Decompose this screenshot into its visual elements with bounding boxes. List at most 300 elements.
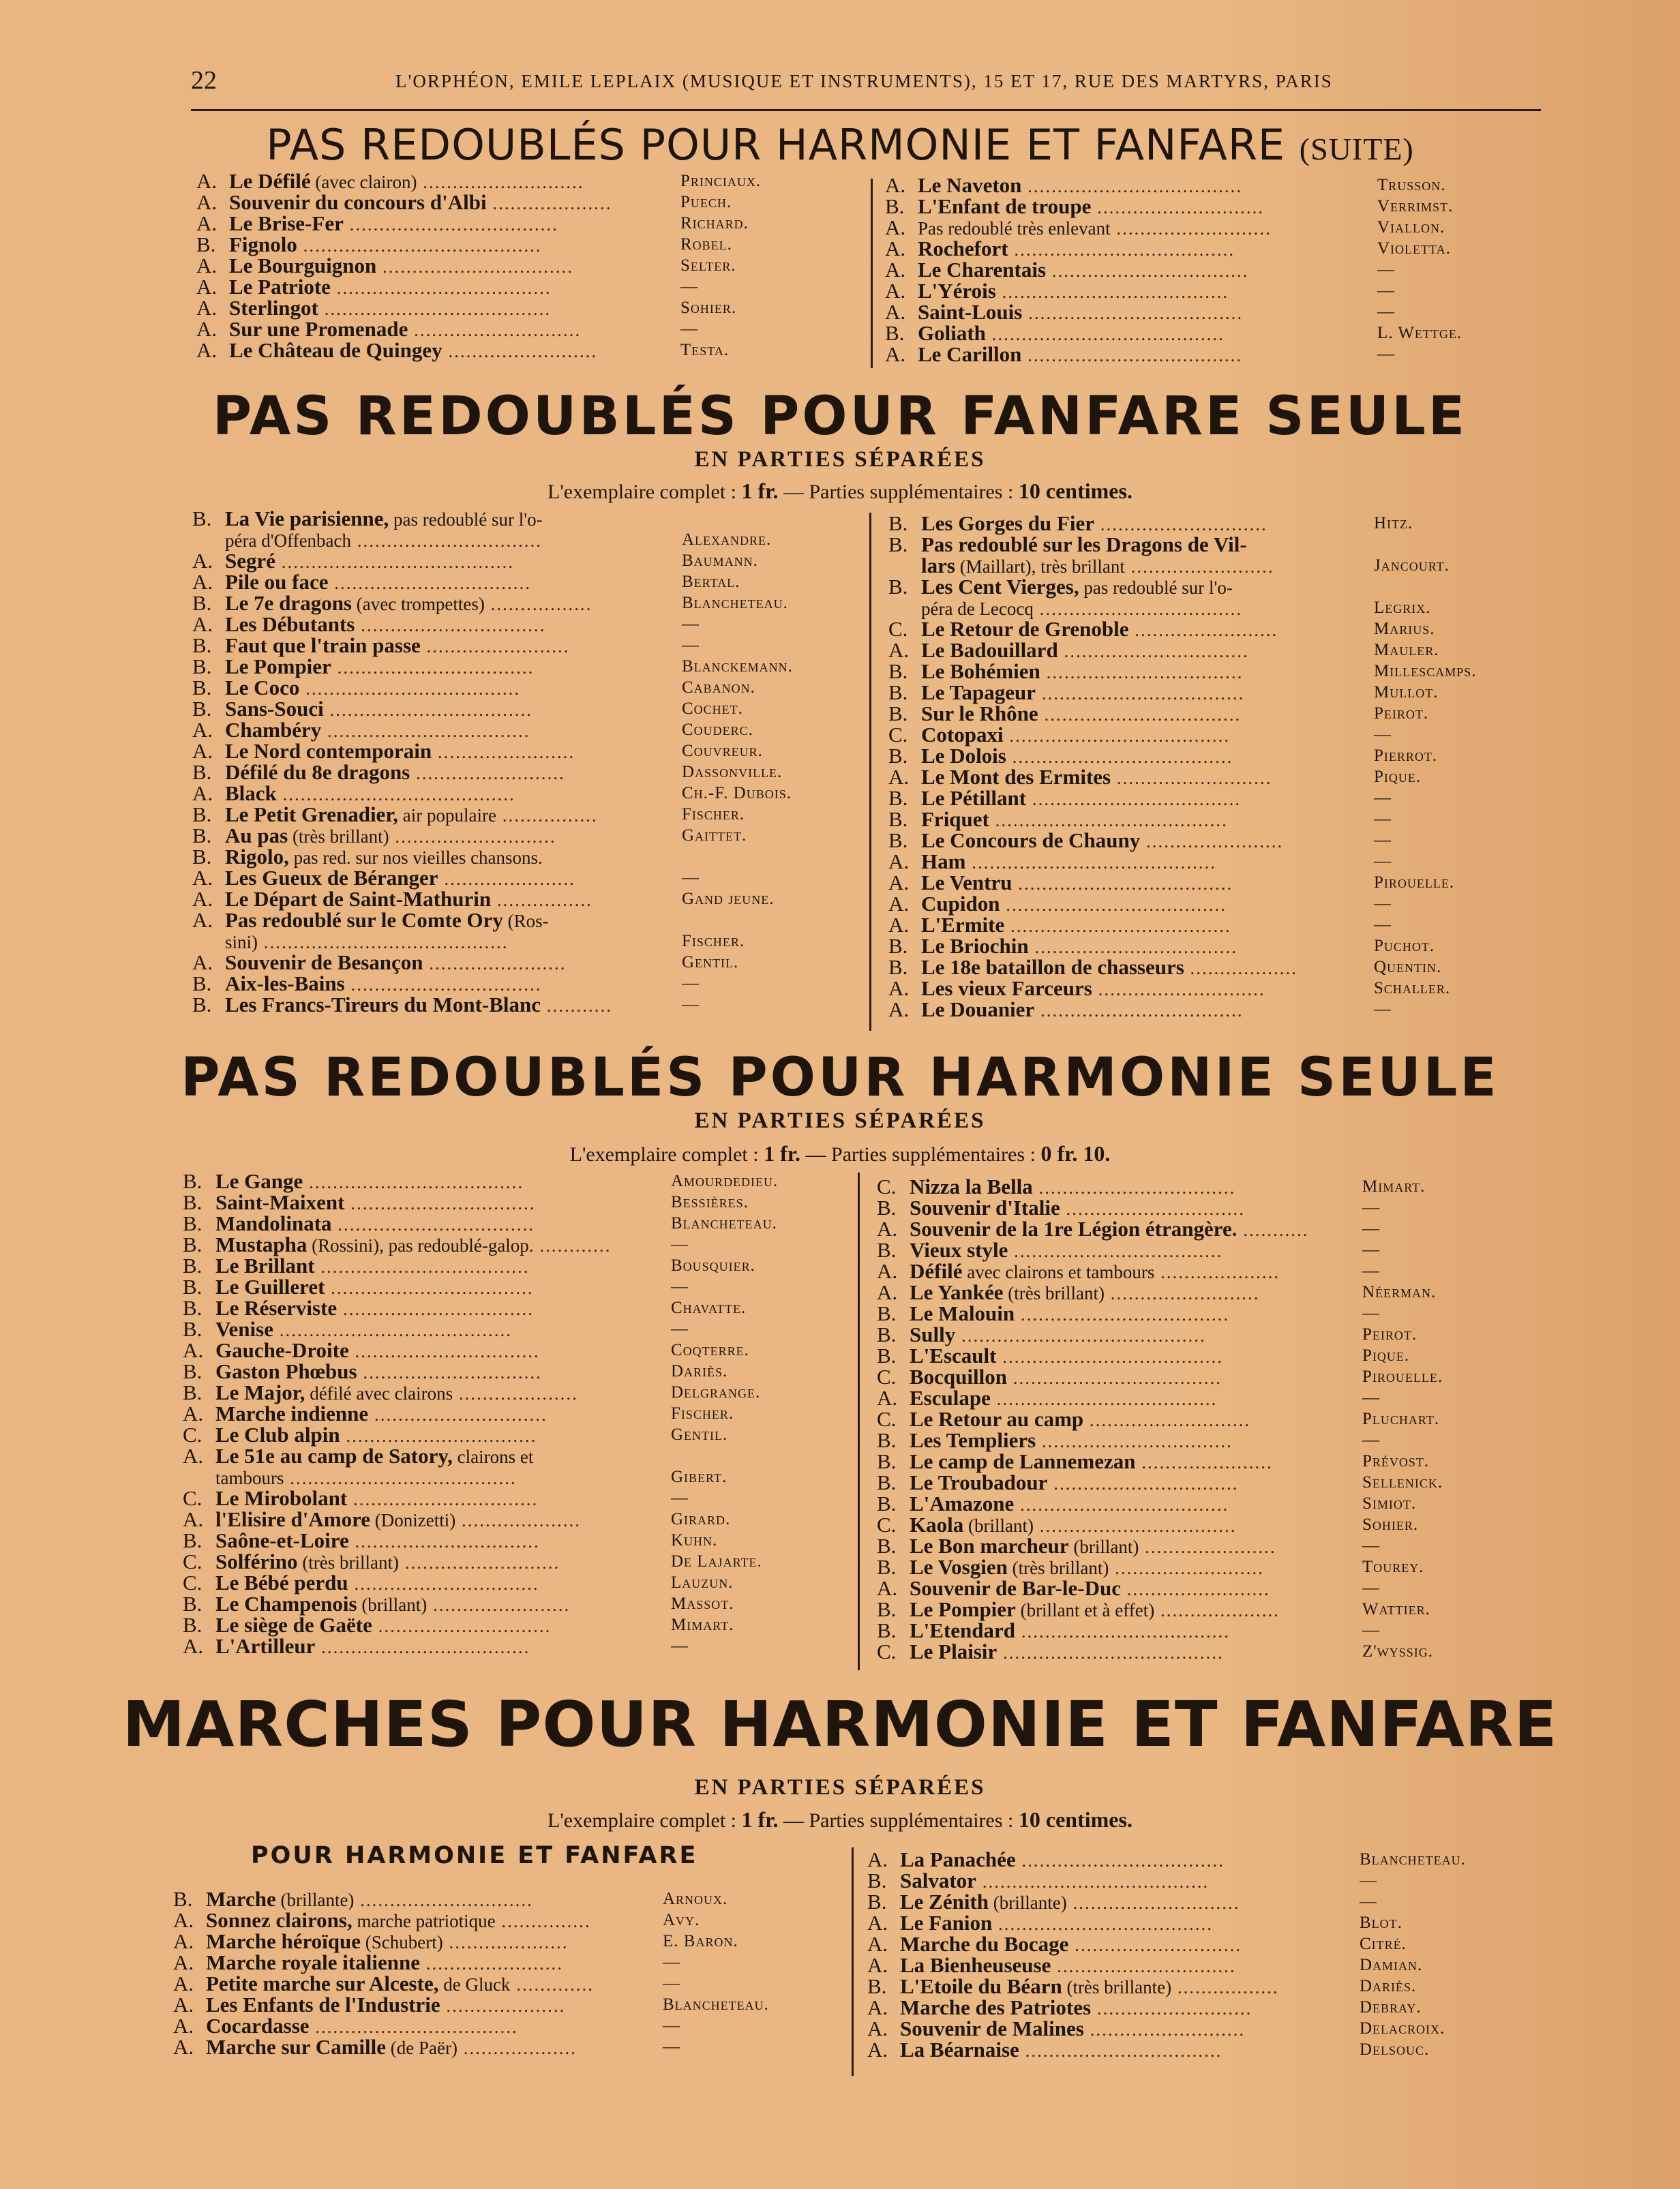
piece-title — [215, 1169, 303, 1193]
list-item — [888, 766, 1536, 787]
grade-label: A. — [867, 1847, 888, 1871]
dot-leader: ............................... — [348, 1573, 539, 1594]
piece-title — [910, 1428, 1036, 1452]
grade-label: C. — [183, 1486, 202, 1510]
piece-name: Marche des Patriotes — [900, 1995, 1092, 2019]
list-item — [867, 1870, 1529, 1891]
composer-name: Marius. — [1374, 620, 1435, 638]
composer-name: Peirot. — [1362, 1325, 1418, 1344]
dot-leader: ...................................... — [976, 1871, 1210, 1892]
piece-name: L'Etendard — [910, 1618, 1016, 1642]
piece-title — [900, 1974, 1171, 1998]
piece-title — [215, 1275, 325, 1299]
composer-name: Mimart. — [671, 1616, 734, 1634]
piece-name: Gauche-Droite — [215, 1338, 349, 1362]
piece-note: pas red. sur nos vieilles chansons. — [288, 847, 543, 868]
dot-leader: ...................................... — [318, 299, 552, 319]
grade-label: C. — [183, 1571, 202, 1595]
piece-title — [206, 1908, 496, 1932]
dot-leader: ........................................ — [297, 235, 542, 256]
section-title-harmonie-seule: PAS REDOUBLÉS POUR HARMONIE SEULE — [181, 1047, 1499, 1108]
grade-label: B. — [192, 824, 212, 847]
grade-label: B. — [183, 1254, 202, 1278]
list-item — [183, 1530, 830, 1551]
composer-name: Jancourt. — [1374, 556, 1450, 575]
grade-label: B. — [192, 591, 212, 615]
dot-leader: .................................. — [309, 2017, 518, 2037]
piece-title — [215, 1233, 534, 1256]
list-item — [196, 276, 851, 297]
piece-name: Sur une Promenade — [229, 317, 408, 341]
piece-name: Défilé — [910, 1259, 963, 1283]
dot-leader: ................. — [484, 594, 592, 614]
grade-label: B. — [877, 1301, 897, 1325]
dot-leader: .................................. — [1028, 937, 1238, 957]
piece-name: Cotopaxi — [921, 723, 1004, 746]
piece-title — [225, 528, 351, 552]
composer-name: Bertal. — [682, 573, 740, 591]
grade-label: A. — [196, 169, 217, 193]
dot-leader: ................ — [491, 890, 592, 910]
piece-name: Les vieux Farceurs — [921, 976, 1092, 1000]
list-item — [888, 745, 1536, 766]
list-item — [888, 851, 1536, 872]
grade-label: A. — [173, 1950, 194, 1974]
grade-label: C. — [877, 1365, 897, 1389]
list-item — [183, 1466, 830, 1488]
dot-leader: ................................. — [328, 573, 532, 593]
piece-title — [215, 1507, 455, 1531]
composer-name: — — [1377, 303, 1395, 321]
piece-name: Marche — [206, 1887, 276, 1911]
piece-name: Saint-Maixent — [215, 1190, 345, 1214]
piece-title — [215, 1423, 340, 1447]
piece-title — [921, 659, 1040, 683]
piece-title — [215, 1528, 349, 1552]
piece-title — [918, 342, 1021, 366]
dot-leader: .................... — [1154, 1262, 1280, 1282]
piece-title — [225, 929, 258, 953]
piece-name: Black — [225, 781, 277, 805]
price-line — [0, 479, 1680, 504]
composer-name: Simiot. — [1362, 1494, 1417, 1513]
dot-leader: ................................... — [1015, 1304, 1230, 1325]
piece-name: Le Réserviste — [215, 1296, 338, 1320]
dot-leader: .................... — [486, 193, 612, 213]
list-item — [888, 978, 1536, 999]
piece-note: air populaire — [397, 805, 496, 826]
piece-title — [225, 908, 549, 932]
composer-name: — — [682, 615, 700, 633]
composer-name: Peirot. — [1374, 704, 1429, 723]
piece-title — [206, 1972, 510, 1995]
piece-name: Le Retour au camp — [910, 1407, 1084, 1431]
list-s4-left — [173, 1888, 821, 2057]
piece-name: Le Tapageur — [921, 680, 1036, 704]
piece-title — [225, 739, 432, 763]
composer-name: Couvreur. — [682, 742, 763, 760]
piece-title — [215, 1571, 348, 1595]
piece-title — [215, 1254, 315, 1278]
piece-note: (brillant et à effet) — [1015, 1600, 1155, 1620]
piece-title — [215, 1613, 372, 1637]
composer-name: — — [663, 2017, 680, 2035]
list-item — [183, 1403, 830, 1424]
list-item — [888, 956, 1536, 978]
dot-leader: ....................................... — [989, 810, 1228, 830]
piece-title — [910, 1597, 1154, 1621]
piece-note: (Schubert) — [361, 1932, 443, 1952]
grade-label: B. — [192, 845, 212, 869]
piece-note: péra de Lecocq — [921, 599, 1034, 619]
piece-title — [910, 1323, 955, 1346]
list-item — [885, 238, 1533, 259]
piece-name: Sans-Souci — [225, 697, 324, 721]
dot-leader: ............................... — [355, 615, 546, 635]
list-s2-left — [192, 508, 833, 1015]
piece-title — [229, 296, 318, 320]
list-item — [877, 1218, 1531, 1239]
list-item — [192, 994, 833, 1015]
piece-title — [921, 976, 1092, 1000]
piece-name: Le Bohémien — [921, 659, 1040, 683]
grade-label: A. — [183, 1634, 204, 1658]
grade-label: B. — [888, 786, 908, 810]
composer-name: Blot. — [1360, 1914, 1402, 1932]
piece-name: Le Douanier — [921, 997, 1035, 1021]
piece-name: Le Pompier — [910, 1597, 1016, 1621]
grade-label: A. — [192, 908, 213, 932]
piece-name: Cupidon — [921, 892, 1000, 916]
piece-title — [921, 913, 1004, 937]
list-item — [173, 2036, 821, 2057]
piece-title — [910, 1301, 1015, 1325]
list-item — [183, 1572, 830, 1593]
piece-note: (très brillante) — [1062, 1977, 1172, 1997]
piece-name: Petite marche sur Alceste, — [206, 1972, 439, 1995]
piece-title — [921, 723, 1004, 746]
list-item — [885, 217, 1533, 238]
piece-name: Cocardasse — [206, 2014, 310, 2038]
grade-label: B. — [192, 802, 212, 826]
dot-leader: ........................... — [1083, 1410, 1251, 1430]
piece-title — [225, 866, 438, 890]
piece-name: Sonnez clairons, — [206, 1908, 352, 1932]
composer-name: — — [682, 974, 700, 993]
grade-label: B. — [877, 1196, 897, 1220]
dot-leader: ........................ — [1124, 556, 1274, 577]
piece-title — [215, 1211, 332, 1235]
list-item — [888, 830, 1536, 851]
list-item — [888, 914, 1536, 935]
piece-title — [918, 237, 1008, 260]
piece-name: Au pas — [225, 824, 288, 847]
grade-label: B. — [867, 1974, 887, 1998]
composer-name: Pique. — [1374, 768, 1422, 786]
composer-name: Baumann. — [682, 552, 758, 570]
piece-title — [225, 697, 324, 721]
grade-label: B. — [877, 1555, 897, 1579]
list-item — [888, 893, 1536, 914]
composer-name: — — [1377, 282, 1395, 300]
grade-label: A. — [192, 887, 213, 911]
list-item — [173, 1973, 821, 1994]
list-item — [192, 550, 833, 571]
composer-name: — — [1362, 1262, 1380, 1280]
list-item — [888, 555, 1536, 576]
list-item — [877, 1430, 1531, 1451]
piece-title — [921, 807, 989, 831]
list-item — [888, 999, 1536, 1020]
list-item — [192, 952, 833, 973]
dot-leader: ........................ — [1128, 620, 1278, 640]
piece-title — [229, 275, 331, 299]
section-title-fanfare-seule: PAS REDOUBLÉS POUR FANFARE SEULE — [212, 386, 1468, 447]
dot-leader: ................................ — [337, 1299, 534, 1319]
composer-name: Gibert. — [671, 1468, 728, 1486]
grade-label: B. — [183, 1528, 202, 1552]
dot-leader: ......................... — [410, 763, 565, 783]
piece-name: Le camp de Lannemezan — [910, 1449, 1136, 1473]
composer-name: Mullot. — [1374, 683, 1439, 701]
list-item — [888, 809, 1536, 830]
composer-name: L. Wettge. — [1377, 324, 1462, 342]
grade-label: B. — [888, 659, 908, 683]
piece-title — [229, 232, 297, 256]
dot-leader: .................................... — [1012, 873, 1233, 894]
grade-label: B. — [183, 1169, 202, 1193]
grade-label: B. — [877, 1618, 897, 1642]
composer-name: Mimart. — [1362, 1177, 1426, 1196]
list-item — [885, 301, 1533, 322]
dot-leader: ................... — [457, 2038, 577, 2058]
dot-leader: ............................ — [1091, 197, 1265, 217]
grade-label: B. — [183, 1380, 202, 1404]
list-item — [877, 1514, 1531, 1535]
piece-title — [921, 786, 1026, 810]
piece-title — [910, 1555, 1109, 1579]
piece-name: Mandolinata — [215, 1211, 332, 1235]
piece-name: Le Badouillard — [921, 638, 1058, 662]
piece-title — [229, 338, 442, 362]
section-subtitle: EN PARTIES SÉPARÉES — [694, 1108, 986, 1133]
piece-name: Le Petit Grenadier, — [225, 802, 398, 826]
column-divider — [852, 1847, 854, 2076]
composer-name: Dariès. — [1360, 1977, 1417, 1995]
composer-name: Blancheteau. — [671, 1214, 777, 1233]
piece-note: (brillante) — [275, 1890, 355, 1910]
piece-title — [910, 1640, 997, 1663]
piece-name: Les Débutants — [225, 612, 355, 636]
composer-name: Princiaux. — [680, 172, 762, 190]
composer-name: — — [1374, 831, 1392, 849]
composer-name: — — [1377, 345, 1395, 363]
dot-leader: ................................. — [1019, 2040, 1222, 2061]
dot-leader: ............................... — [348, 1341, 540, 1361]
piece-title — [921, 680, 1036, 704]
composer-name: — — [671, 1320, 689, 1338]
grade-label: B. — [888, 511, 908, 535]
piece-title — [910, 1365, 1007, 1389]
dot-leader: .......................... — [1083, 2019, 1246, 2040]
list-item — [192, 698, 833, 719]
list-item — [885, 196, 1533, 217]
grade-label: A. — [867, 1932, 888, 1956]
piece-name: Le Défilé — [229, 169, 311, 193]
grade-label: A. — [888, 638, 910, 662]
dot-leader: ................................... — [1007, 1368, 1222, 1388]
piece-name: Vieux style — [910, 1238, 1008, 1262]
piece-name: Les Enfants de l'Industrie — [206, 1993, 440, 2017]
composer-name: E. Baron. — [663, 1932, 738, 1950]
list-item — [877, 1535, 1531, 1556]
piece-name: Faut que l'train passe — [225, 633, 421, 657]
list-item — [192, 804, 833, 825]
dot-leader: ............................ — [1068, 1935, 1242, 1955]
dot-leader: ............................. — [372, 1616, 552, 1636]
list-item — [877, 1282, 1531, 1303]
grade-label: B. — [877, 1344, 897, 1368]
composer-name: Blancheteau. — [663, 1995, 769, 2014]
piece-name: Le Major, — [215, 1380, 305, 1404]
piece-title — [910, 1175, 1033, 1198]
piece-name: Marche indienne — [215, 1402, 369, 1425]
piece-note: défilé avec clairons — [305, 1383, 453, 1404]
grade-label: B. — [192, 697, 212, 721]
composer-name: Legrix. — [1374, 599, 1431, 617]
dot-leader: ................................ — [344, 974, 542, 995]
piece-name: l'Elisire d'Amore — [215, 1507, 371, 1531]
list-item — [192, 783, 833, 804]
piece-name: Aix-les-Bains — [225, 971, 345, 995]
dot-leader: ............................... — [347, 1489, 539, 1509]
dot-leader: ............................ — [1094, 514, 1268, 534]
composer-name: Cabanon. — [682, 678, 755, 697]
dot-leader: ...................... — [438, 869, 575, 889]
grade-label: A. — [867, 1953, 888, 1977]
piece-title — [900, 1911, 992, 1935]
composer-name: Puchot. — [1374, 937, 1435, 955]
grade-label: B. — [867, 1869, 887, 1892]
piece-title — [910, 1280, 1105, 1304]
grade-label: B. — [183, 1275, 202, 1299]
piece-note: (très brillant) — [1003, 1283, 1105, 1303]
composer-name: Sellenick. — [1362, 1473, 1443, 1492]
grade-label: A. — [888, 997, 910, 1021]
piece-name: Le Briochin — [921, 934, 1029, 958]
grade-label: A. — [183, 1507, 204, 1531]
piece-title — [225, 950, 423, 974]
list-s1-right — [885, 175, 1533, 365]
dot-leader: ............................ — [408, 320, 582, 340]
piece-name: Nizza la Bella — [910, 1175, 1033, 1198]
piece-title — [225, 718, 321, 742]
piece-name: Le Ventru — [921, 871, 1012, 894]
composer-name: Delgrange. — [671, 1383, 761, 1402]
grade-label: A. — [192, 570, 213, 594]
list-item — [192, 508, 833, 529]
piece-name: L'Escault — [910, 1344, 997, 1368]
list-item — [183, 1192, 830, 1213]
list-item — [192, 888, 833, 909]
dot-leader: ....................... — [427, 1595, 571, 1615]
piece-name: Le Patriote — [229, 275, 331, 299]
composer-name: — — [1374, 725, 1392, 744]
piece-title — [921, 765, 1111, 789]
composer-name: Citré. — [1360, 1935, 1407, 1953]
price-label-extra: — Parties supplémentaires : — [805, 1143, 1036, 1166]
list-item — [888, 661, 1536, 682]
list-item — [183, 1297, 830, 1318]
dot-leader: ..................................... — [996, 1346, 1223, 1367]
page-header — [191, 65, 1548, 104]
dot-leader: ................................... — [1026, 789, 1242, 809]
dot-leader: ....................................... — [276, 784, 515, 804]
piece-note: (Ros- — [502, 911, 549, 931]
composer-name: Arnoux. — [663, 1890, 728, 1908]
piece-name: Le siège de Gaëte — [215, 1613, 372, 1637]
list-item — [877, 1472, 1531, 1493]
grade-label: B. — [888, 680, 908, 704]
list-item — [877, 1239, 1531, 1260]
list-item — [877, 1366, 1531, 1387]
list-item — [867, 1933, 1529, 1954]
grade-label: B. — [877, 1238, 897, 1262]
dot-leader: .................................. — [325, 1278, 534, 1298]
grade-label: A. — [877, 1576, 898, 1600]
piece-title — [225, 633, 421, 657]
composer-name: Coqterre. — [671, 1341, 749, 1359]
list-item — [192, 719, 833, 740]
grade-label: B. — [888, 828, 908, 852]
composer-name: Gaittet. — [682, 826, 747, 845]
piece-note: Pas redoublé très enlevant — [918, 218, 1111, 239]
piece-name: Les Cent Vierges, — [921, 575, 1079, 599]
piece-name: Le Nord contemporain — [225, 739, 432, 763]
list-item — [173, 2015, 821, 2036]
piece-title — [229, 211, 344, 235]
dot-leader: ...................... — [1135, 1452, 1273, 1473]
piece-title — [206, 2035, 457, 2059]
piece-name: Le Coco — [225, 676, 300, 699]
grade-label: A. — [196, 317, 217, 341]
composer-name: — — [1362, 1579, 1380, 1597]
piece-title — [921, 638, 1058, 662]
price-label: L'exemplaire complet : — [548, 481, 737, 503]
list-item — [192, 677, 833, 698]
piece-title — [910, 1407, 1083, 1431]
composer-name: — — [671, 1489, 689, 1507]
composer-name: — — [1362, 1537, 1380, 1555]
price-label: L'exemplaire complet : — [548, 1809, 737, 1832]
piece-title — [910, 1492, 1014, 1515]
grade-label: A. — [192, 718, 213, 742]
list-item — [173, 1888, 821, 1909]
composer-name: — — [1360, 1871, 1377, 1890]
dot-leader: ................. — [1171, 1977, 1279, 1997]
piece-name: Sterlingot — [229, 296, 318, 320]
grade-label: B. — [192, 993, 212, 1016]
piece-name: Segré — [225, 549, 276, 573]
dot-leader: ..................................... — [1004, 916, 1231, 936]
grade-label: A. — [888, 849, 910, 873]
dot-leader: .................................... — [299, 678, 521, 699]
list-item — [183, 1488, 830, 1509]
dot-leader: .................................... — [1022, 303, 1244, 323]
piece-title — [910, 1618, 1015, 1642]
composer-name: Delacroix. — [1360, 2019, 1445, 2038]
dot-leader: ............................... — [344, 1193, 536, 1213]
